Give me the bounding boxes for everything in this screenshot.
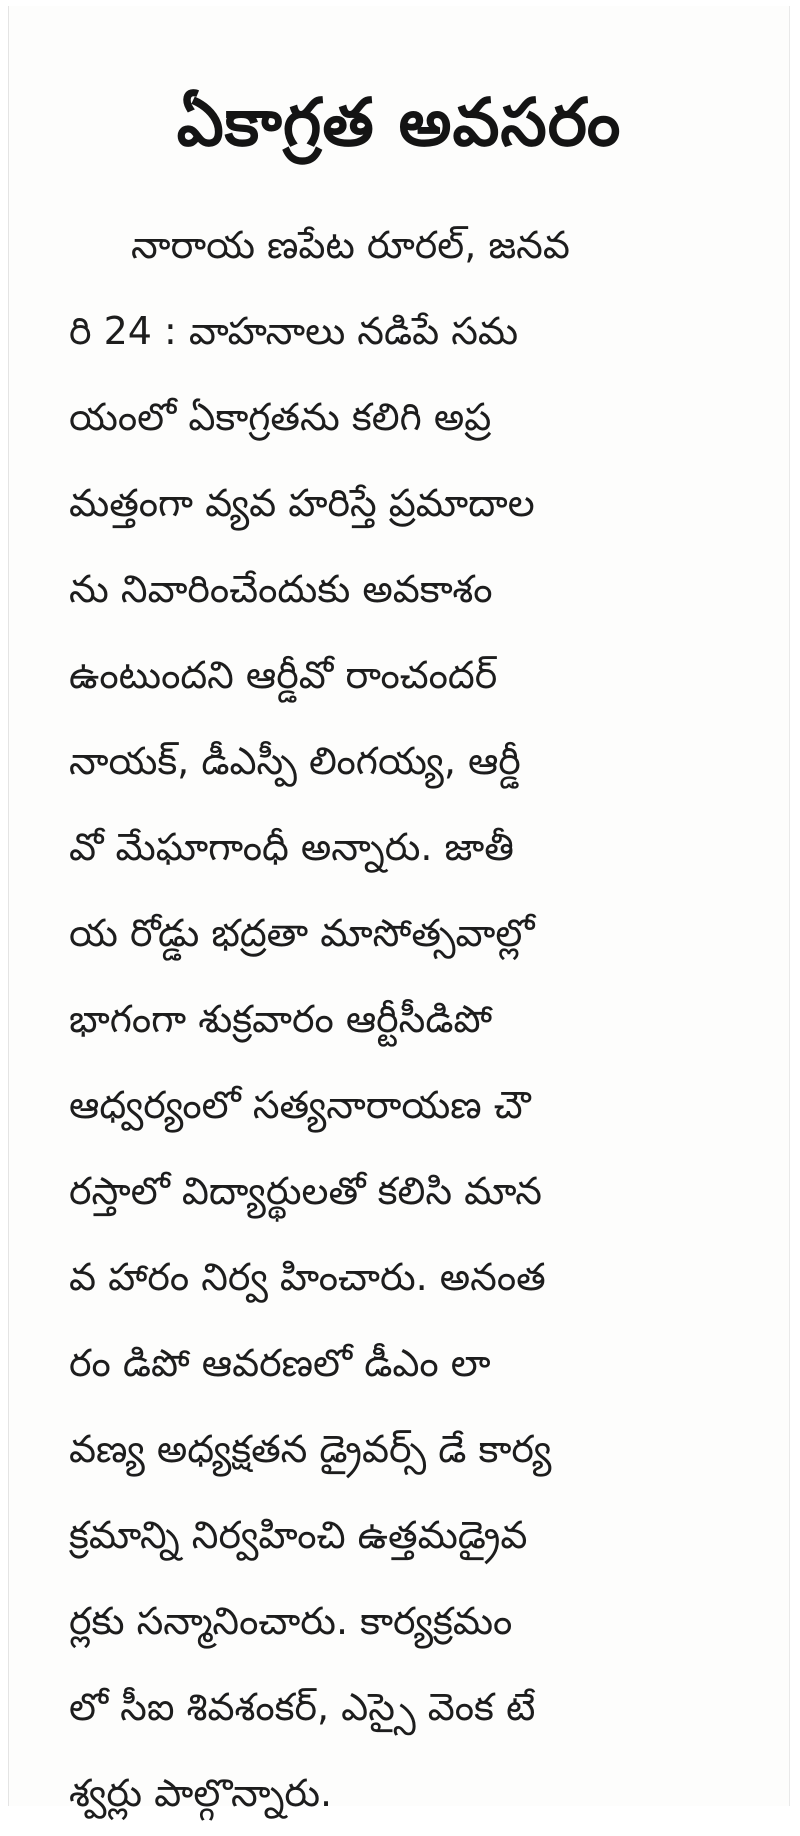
article-line: యంలో ఏకాగ్రతను కలిగి అప్ర (69, 395, 492, 439)
article-line: రి 24 : వాహనాలు నడిపే సమ (69, 309, 519, 353)
article-line: రం డిపో ఆవరణలో డీఎం లా (69, 1341, 491, 1385)
article-line: శ్వర్లు పాల్గొన్నారు. (69, 1771, 333, 1815)
article-line: వణ్య అధ్యక్షతన డ్రైవర్స్ డే కార్య (69, 1427, 552, 1471)
article-line: క్రమాన్ని నిర్వహించి ఉత్తమడ్రైవ (69, 1513, 528, 1557)
article-body (69, 202, 759, 1836)
headline: ఏకాగ్రత అవసరం (176, 84, 622, 161)
article-line: వో మేఘాగాంధీ అన్నారు. జాతీ (69, 825, 514, 869)
news-clipping (8, 6, 790, 1815)
article-line: వ హారం నిర్వ హించారు. అనంత (69, 1255, 546, 1299)
article-line: రస్తాలో విద్యార్థులతో కలిసి మాన (69, 1169, 542, 1213)
article-line: ఆధ్వర్యంలో సత్యనారాయణ చౌ (69, 1083, 531, 1127)
article-line: ఉంటుందని ఆర్డీవో రాంచందర్ (69, 653, 498, 697)
article-line: నారాయ ణపేట రూరల్, జనవ (131, 223, 570, 267)
article-line: ను నివారించేందుకు అవకాశం (69, 567, 493, 611)
article-line: ర్లకు సన్మానించారు. కార్యక్రమం (69, 1599, 513, 1643)
article-line: య రోడ్డు భద్రతా మాసోత్సవాల్లో (69, 911, 535, 955)
article-line: మత్తంగా వ్యవ హరిస్తే ప్రమాదాల (69, 481, 535, 525)
article-line: నాయక్, డీఎస్పీ లింగయ్య, ఆర్డీ (69, 739, 521, 783)
article-line: భాగంగా శుక్రవారం ఆర్టీసీడిపో (69, 997, 493, 1041)
article-line: లో సీఐ శివశంకర్, ఎస్సై వెంక టే (69, 1685, 536, 1729)
